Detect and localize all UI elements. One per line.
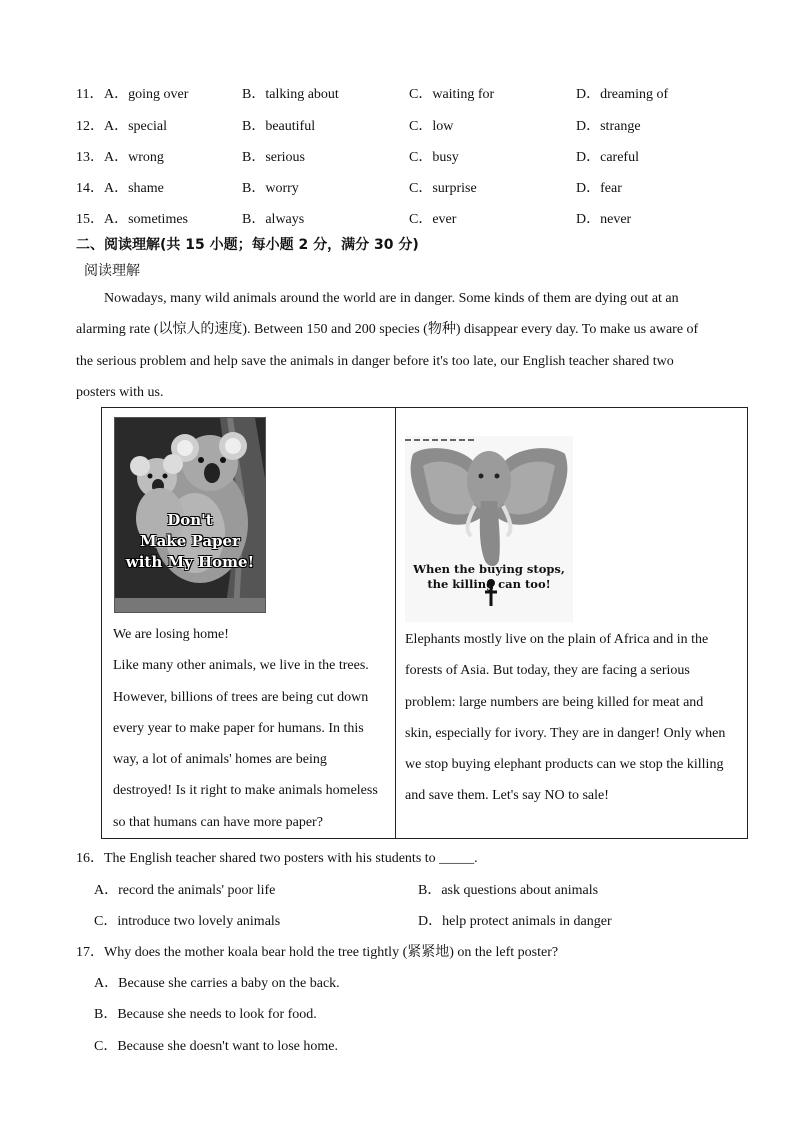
question-17-option-a: A．Because she carries a baby on the back.	[94, 976, 340, 991]
koala-poster-text: We are losing home! Like many other animals, we live in the trees. However, billions of trees are being cut down every year to make paper for humans. In this way, a lot of animals' homes are being destroyed! Is it right to make animals homeless so that humans can have more paper?	[113, 627, 378, 830]
elephant-poster-text: Elephants mostly live on the plain of Africa and in the forests of Asia. But today, they are facing a serious problem: large numbers are being killed for meat and skin, especially for ivory. They are in danger! Only when we stop buying elephant products can we stop the killing and save them. Let's say NO to sale!	[405, 632, 726, 804]
option-d: D．never	[576, 212, 632, 227]
koala-poster-caption: Don't Make Paper with My Home!	[125, 511, 255, 571]
option-b: B．always	[242, 212, 305, 227]
question-16-option-c: C．introduce two lovely animals	[94, 914, 281, 929]
question-17-option-b: B．Because she needs to look for food.	[94, 1007, 317, 1022]
option-d: D．strange	[576, 119, 641, 134]
question-16-option-b: B．ask questions about animals	[418, 883, 599, 898]
option-b: B．talking about	[242, 87, 339, 102]
question-17-option-c: C．Because she doesn't want to lose home.	[94, 1039, 338, 1054]
question-number: 11．	[76, 87, 104, 102]
option-a: A．sometimes	[104, 212, 188, 227]
poster-table	[101, 407, 748, 839]
option-a: A．special	[104, 119, 167, 134]
question-number: 15．	[76, 212, 104, 227]
koala-poster-image	[114, 417, 266, 613]
passage-line: alarming rate (以惊人的速度). Between 150 and 200 species (物种) disappear every day. To make us aware of	[76, 322, 699, 338]
option-b: B．beautiful	[242, 119, 316, 134]
section-subtitle: 阅读理解	[84, 263, 140, 279]
table-divider	[395, 408, 396, 838]
option-c: C．waiting for	[409, 87, 495, 102]
question-17-stem: 17．Why does the mother koala bear hold the tree tightly (紧紧地) on the left poster?	[76, 945, 559, 960]
option-a: A．going over	[104, 87, 189, 102]
option-d: D．dreaming of	[576, 87, 669, 102]
option-c: C．busy	[409, 150, 459, 165]
passage	[76, 283, 736, 408]
option-a: A．shame	[104, 181, 164, 196]
option-b: B．worry	[242, 181, 299, 196]
elephant-poster-caption: When the buying stops, the killing can too!	[413, 562, 565, 591]
option-d: D．careful	[576, 150, 639, 165]
elephant-poster-image	[405, 436, 573, 622]
question-16-stem: 16．The English teacher shared two posters with his students to _____.	[76, 851, 478, 866]
question-number: 14．	[76, 181, 104, 196]
question-16-option-d: D．help protect animals in danger	[418, 914, 612, 929]
option-c: C．low	[409, 119, 454, 134]
option-a: A．wrong	[104, 150, 164, 165]
option-b: B．serious	[242, 150, 305, 165]
section-title: 二、阅读理解(共 15 小题；每小题 2 分，满分 30 分)	[76, 237, 419, 253]
passage-line: Nowadays, many wild animals around the world are in danger. Some kinds of them are dying out at an	[104, 291, 679, 306]
question-16-option-a: A．record the animals' poor life	[94, 883, 276, 898]
question-number: 13．	[76, 150, 104, 165]
elephant-illustration	[405, 436, 573, 622]
passage-line: posters with us.	[76, 384, 164, 400]
question-number: 12．	[76, 119, 104, 134]
option-c: C．surprise	[409, 181, 477, 196]
option-c: C．ever	[409, 212, 457, 227]
option-d: D．fear	[576, 181, 622, 196]
passage-line: the serious problem and help save the animals in danger before it's too late, our English teacher shared two	[76, 353, 674, 369]
